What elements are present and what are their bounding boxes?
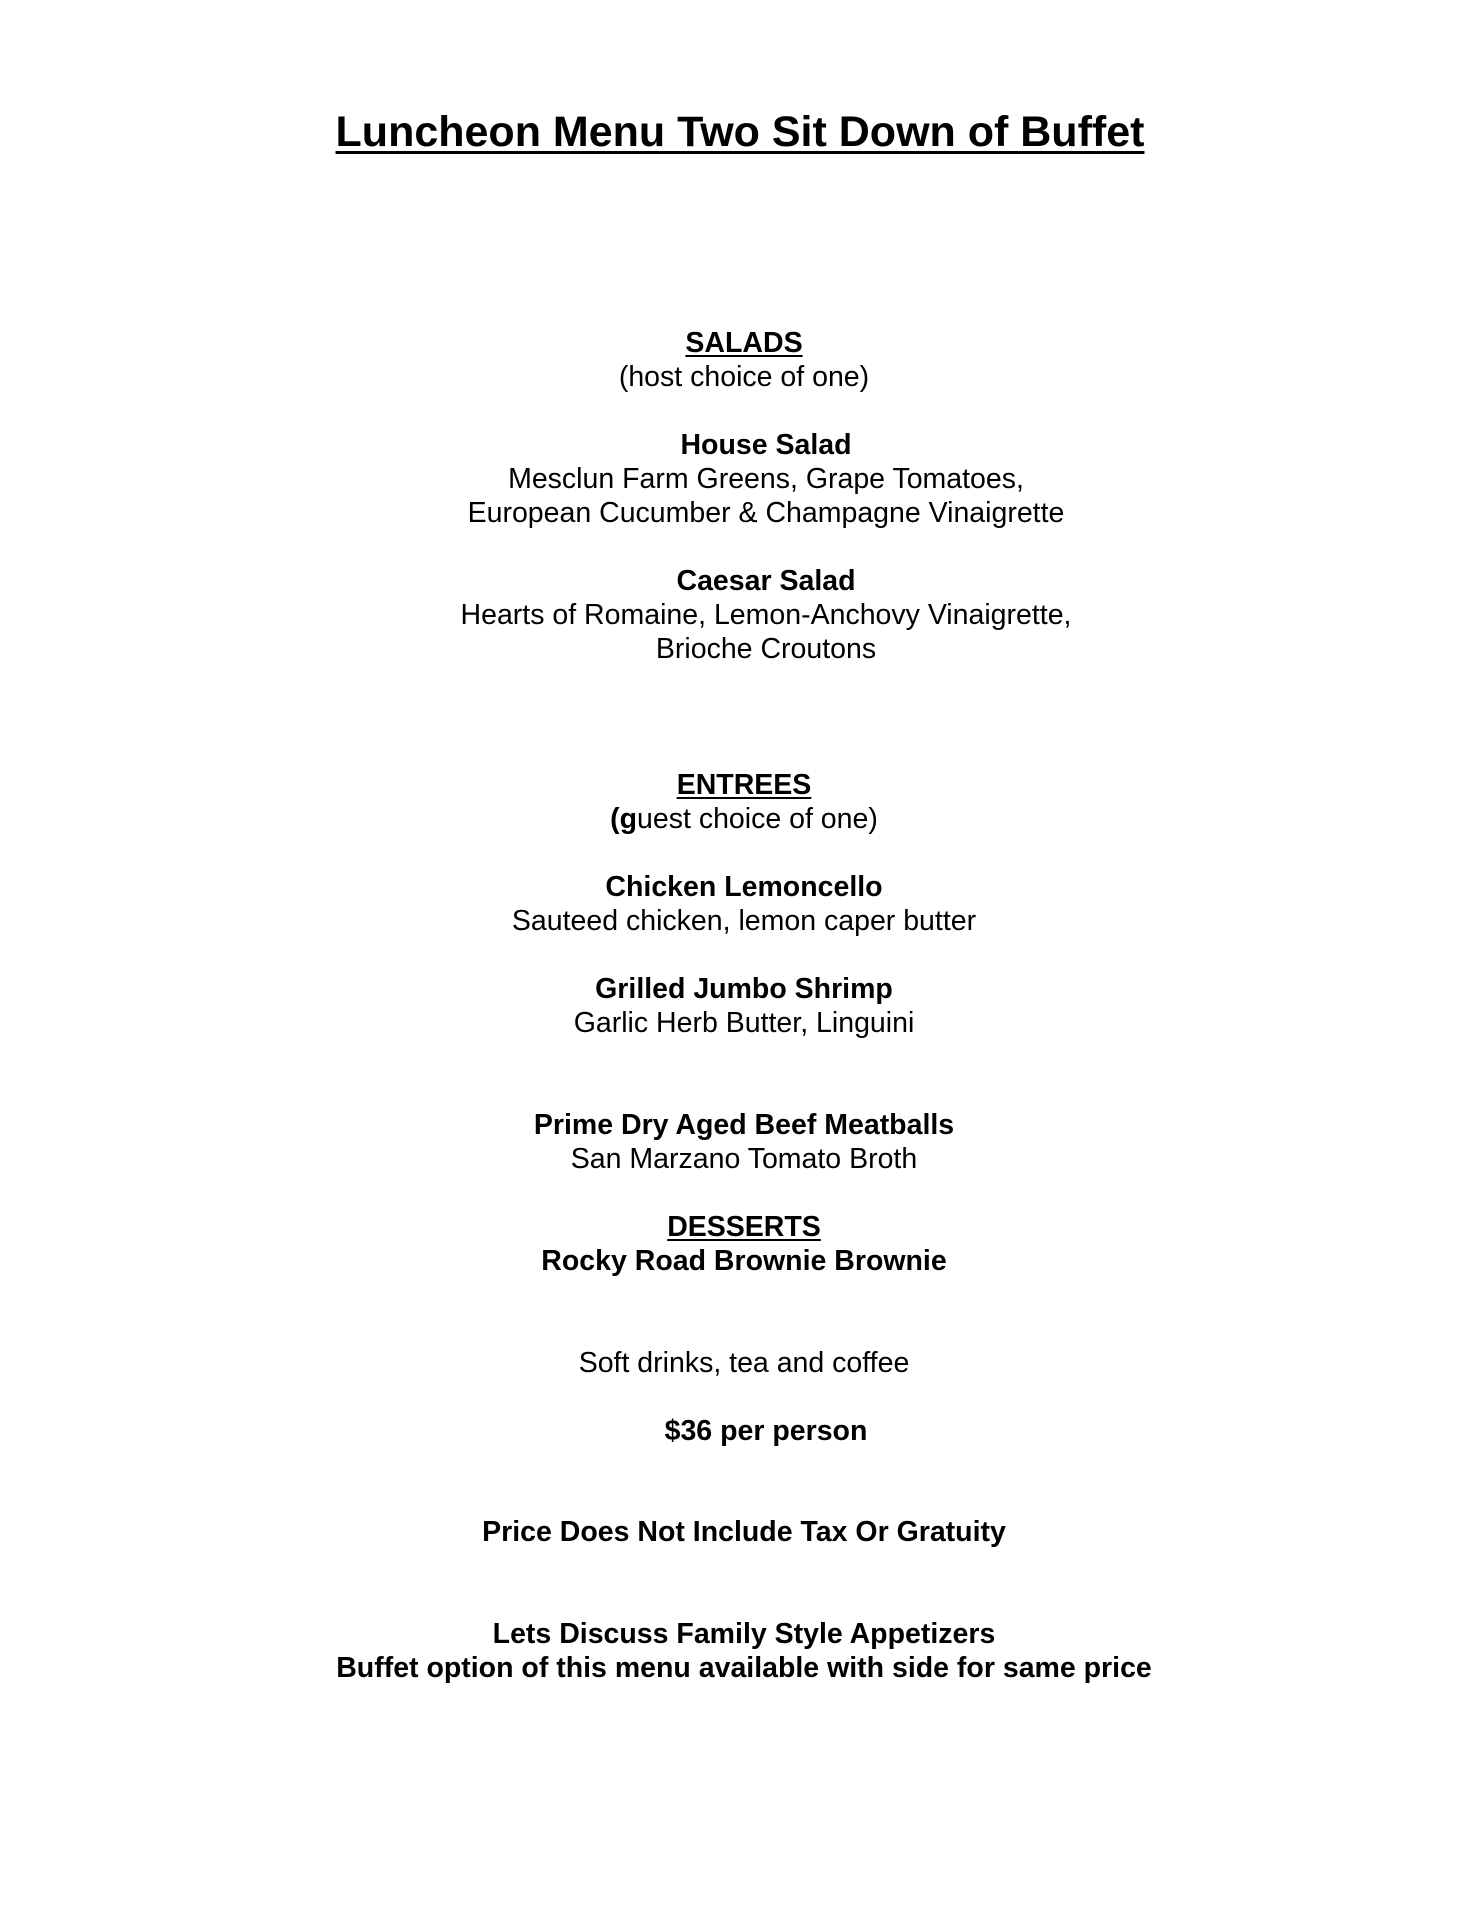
house-salad-name: House Salad	[680, 429, 852, 461]
caesar-salad-desc-line1: Hearts of Romaine, Lemon-Anchovy Vinaigrette,	[460, 599, 1072, 631]
footer-line2: Buffet option of this menu available with side for same price	[336, 1652, 1152, 1684]
grilled-shrimp-name: Grilled Jumbo Shrimp	[595, 973, 893, 1005]
chicken-lemoncello-name: Chicken Lemoncello	[605, 871, 883, 903]
price-note: Price Does Not Include Tax Or Gratuity	[482, 1516, 1006, 1548]
house-salad-desc-line2: European Cucumber & Champagne Vinaigrette	[467, 497, 1065, 529]
caesar-salad-name: Caesar Salad	[676, 565, 856, 597]
salads-heading: SALADS	[685, 327, 803, 359]
page-title: Luncheon Menu Two Sit Down of Buffet	[335, 108, 1145, 156]
house-salad-desc-line1: Mesclun Farm Greens, Grape Tomatoes,	[508, 463, 1024, 495]
entrees-note-rest: uest choice of one)	[637, 803, 878, 835]
entrees-note-prefix: (g	[610, 803, 638, 835]
beef-meatballs-name: Prime Dry Aged Beef Meatballs	[533, 1109, 955, 1141]
dessert-item: Rocky Road Brownie Brownie	[541, 1245, 947, 1277]
price: $36 per person	[664, 1415, 868, 1447]
entrees-heading: ENTREES	[676, 769, 812, 801]
salads-note: (host choice of one)	[618, 361, 870, 393]
drinks-line: Soft drinks, tea and coffee	[578, 1347, 910, 1379]
caesar-salad-desc-line2: Brioche Croutons	[655, 633, 877, 665]
entrees-note	[2, 802, 1484, 836]
chicken-lemoncello-desc: Sauteed chicken, lemon caper butter	[511, 905, 977, 937]
desserts-heading: DESSERTS	[667, 1211, 821, 1243]
footer-line1: Lets Discuss Family Style Appetizers	[492, 1618, 996, 1650]
beef-meatballs-desc: San Marzano Tomato Broth	[570, 1143, 918, 1175]
grilled-shrimp-desc: Garlic Herb Butter, Linguini	[573, 1007, 915, 1039]
